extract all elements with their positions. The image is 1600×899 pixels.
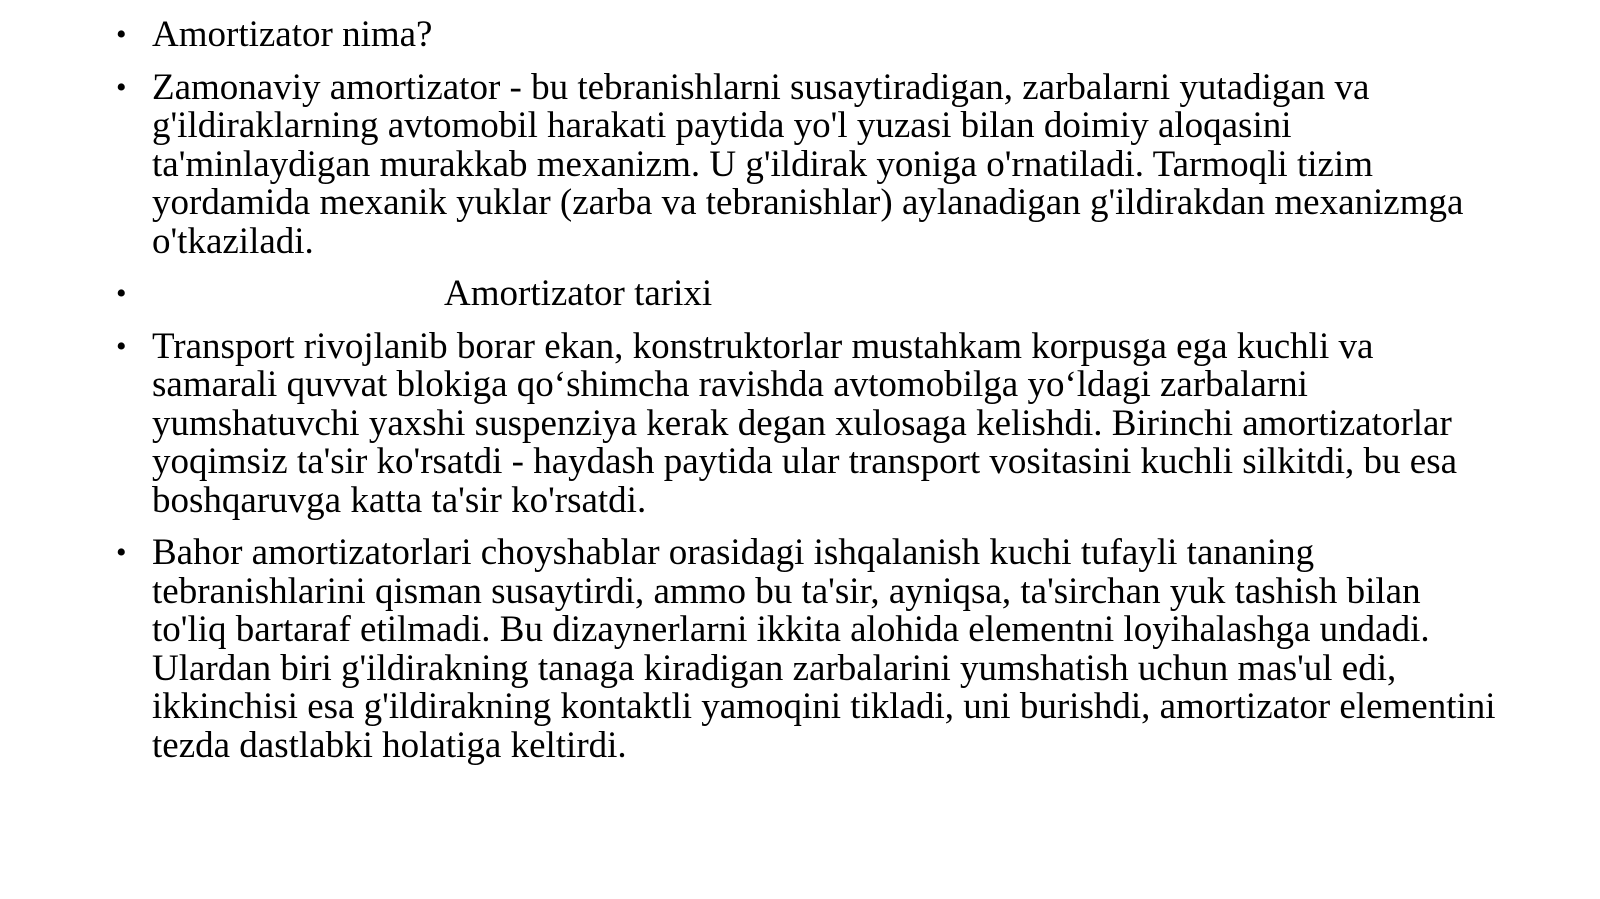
bullet-text: Bahor amortizatorlari choyshablar orasidagi ishqalanish kuchi tufayli tananing tebranishlarini qisman susaytirdi, ammo bu ta'sir, ayniqsa, ta'sirchan yuk tashish bilan to'liq bartaraf etilmadi. Bu dizaynerlarni ikkita alohida elementni loyihalashga undadi. Ulardan biri g'ildirakning tanaga kiradigan zarbalarini yumshatish uchun mas'ul edi, ikkinchisi esa g'ildirakning kontaktli yamoqini tikladi, uni burishdi, amortizator elementini tezda dastlabki holatiga keltirdi. [152,532,1496,766]
bullet-text: Amortizator nima? [152,14,433,55]
bullet-text: Zamonaviy amortizator - bu tebranishlarni susaytiradigan, zarbalarni yutadigan va g'ildiraklarning avtomobil harakati paytida yo'l yuzasi bilan doimiy aloqasini ta'minlaydigan murakkab mexanizm. U g'ildirak yoniga o'rnatiladi. Tarmoqli tizim yordamida mexanik yuklar (zarba va tebranishlar) aylanadigan g'ildirakdan mexanizmga o'tkaziladi. [152,66,1464,262]
bullet-dot-icon: • [116,329,127,363]
bullet-item-history-heading [116,275,1496,314]
section-heading: Amortizator tarixi [444,273,713,314]
bullet-item-history-2 [116,534,1496,765]
bullet-dot-icon: • [116,70,127,104]
bullet-text: Transport rivojlanib borar ekan, konstruktorlar mustahkam korpusga ega kuchli va samarali quvvat blokiga qo‘shimcha ravishda avtomobilga yo‘ldagi zarbalarni yumshatuvchi yaxshi suspenziya kerak degan xulosaga kelishdi. Birinchi amortizatorlar yoqimsiz ta'sir ko'rsatdi - haydash paytida ular transport vositasini kuchli silkitdi, bu esa boshqaruvga katta ta'sir ko'rsatdi. [152,325,1458,521]
bullet-dot-icon: • [116,18,127,51]
bullet-item-definition [116,66,1496,262]
bullet-item-question [116,16,1496,55]
bullet-item-history-1 [116,325,1496,521]
bullet-dot-icon: • [116,277,127,310]
bullet-dot-icon: • [116,536,127,569]
bullet-list [116,16,1496,779]
